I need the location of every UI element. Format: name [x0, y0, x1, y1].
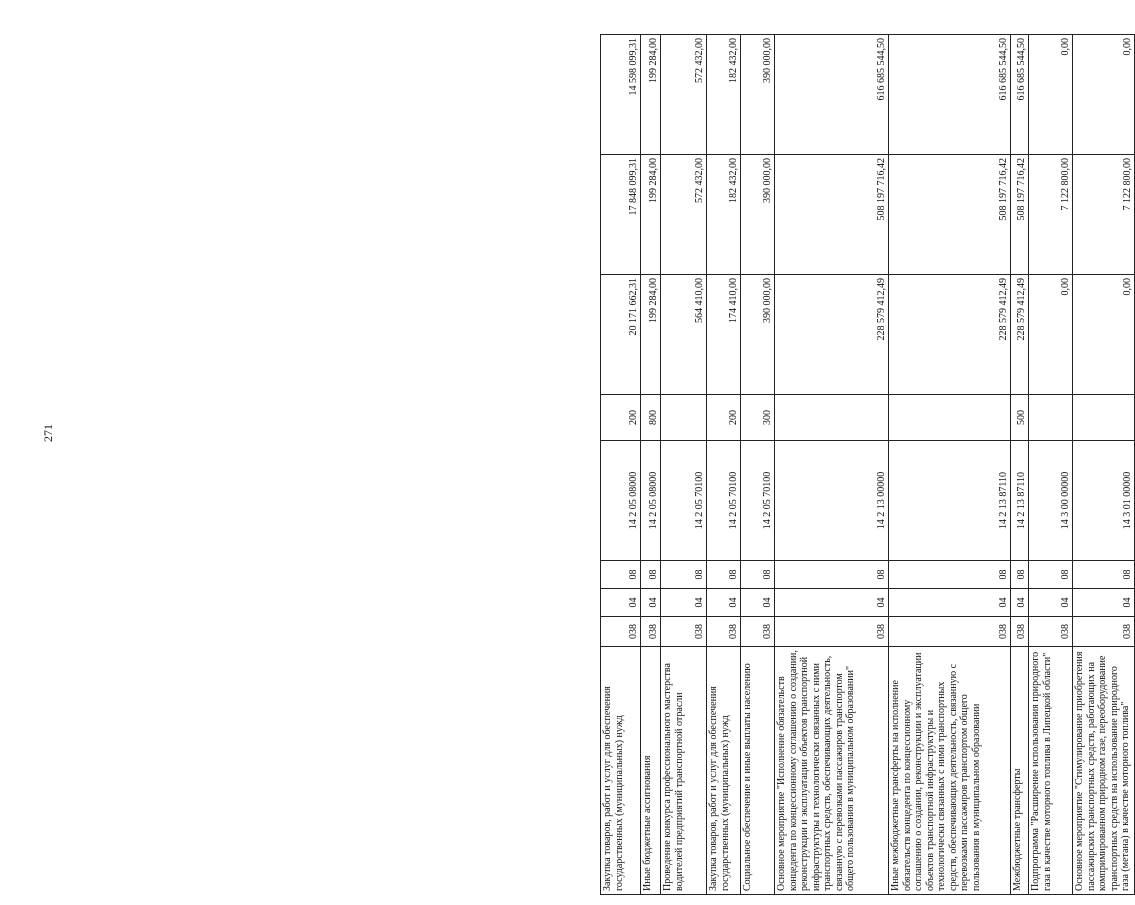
cell-value-1: 174 410,00: [707, 275, 741, 395]
cell-value-2: 508 197 716,42: [1011, 155, 1029, 275]
cell-target-article: 14 2 13 00000: [775, 441, 889, 561]
cell-section: 04: [775, 589, 889, 617]
cell-ministry: 038: [1011, 617, 1029, 647]
row-name: Иные бюджетные ассигнования: [641, 647, 661, 895]
row-name: Социальное обеспечение и иные выплаты населению: [741, 647, 775, 895]
cell-section: 04: [889, 589, 1011, 617]
cell-value-2: 182 432,00: [707, 155, 741, 275]
cell-ministry: 038: [741, 617, 775, 647]
table-row: [889, 35, 1011, 895]
cell-target-article: 14 2 05 08000: [601, 441, 641, 561]
cell-section: 04: [707, 589, 741, 617]
cell-value-3: 616 685 544,50: [889, 35, 1011, 155]
cell-value-1: 228 579 412,49: [889, 275, 1011, 395]
cell-value-3: 390 000,00: [741, 35, 775, 155]
cell-section: 04: [1011, 589, 1029, 617]
cell-subsection: 08: [741, 561, 775, 589]
table-row: [741, 35, 775, 895]
row-name: Подпрограмма "Расширение использования природного газа в качестве моторного топлива в Липецкой области": [1029, 647, 1073, 895]
row-name: Закупка товаров, работ и услуг для обеспечения государственных (муниципальных) нужд: [601, 647, 641, 895]
row-name: Закупка товаров, работ и услуг для обеспечения государственных (муниципальных) нужд: [707, 647, 741, 895]
cell-expense-type: 300: [741, 395, 775, 441]
cell-subsection: 08: [1011, 561, 1029, 589]
cell-value-3: 199 284,00: [641, 35, 661, 155]
cell-ministry: 038: [775, 617, 889, 647]
row-name: Межбюджетные трансферты: [1011, 647, 1029, 895]
cell-section: 04: [1073, 589, 1135, 617]
cell-ministry: 038: [889, 617, 1011, 647]
cell-value-1: 199 284,00: [641, 275, 661, 395]
cell-value-2: 508 197 716,42: [889, 155, 1011, 275]
cell-ministry: 038: [601, 617, 641, 647]
table-row: [775, 35, 889, 895]
page-number: 271: [41, 424, 55, 442]
cell-expense-type: [775, 395, 889, 441]
cell-target-article: 14 2 13 87110: [889, 441, 1011, 561]
cell-section: 04: [661, 589, 707, 617]
cell-expense-type: [889, 395, 1011, 441]
table-row: [707, 35, 741, 895]
table-row: [601, 35, 641, 895]
cell-target-article: 14 2 05 08000: [641, 441, 661, 561]
table-row: [1011, 35, 1029, 895]
cell-expense-type: 200: [601, 395, 641, 441]
cell-value-1: 228 579 412,49: [775, 275, 889, 395]
cell-subsection: 08: [641, 561, 661, 589]
cell-section: 04: [641, 589, 661, 617]
row-name: Проведение конкурса профессионального мастерства водителей предприятий транспортной отрасли: [661, 647, 707, 895]
cell-target-article: 14 2 05 70100: [741, 441, 775, 561]
cell-value-2: 17 848 099,31: [601, 155, 641, 275]
cell-target-article: 14 2 13 87110: [1011, 441, 1029, 561]
cell-value-3: 0,00: [1073, 35, 1135, 155]
cell-target-article: 14 3 01 00000: [1073, 441, 1135, 561]
cell-subsection: 08: [1073, 561, 1135, 589]
table-body: [601, 35, 1135, 895]
cell-expense-type: [661, 395, 707, 441]
table-row: [641, 35, 661, 895]
cell-section: 04: [601, 589, 641, 617]
cell-section: 04: [1029, 589, 1073, 617]
cell-target-article: 14 3 00 00000: [1029, 441, 1073, 561]
budget-table: [600, 34, 1135, 895]
cell-ministry: 038: [1029, 617, 1073, 647]
cell-ministry: 038: [1073, 617, 1135, 647]
cell-value-3: 14 598 099,31: [601, 35, 641, 155]
row-name: Иные межбюджетные трансферты на исполнение обязательств концедента по концессионному соглашению о создании, реконструкции и эксплуатации объектов транспортной инфраструктуры и технологически связанных с ними транспортных средств, обеспечивающих деятельность, связанную с перевозками пассажиров транспортом общего пользования в муниципальном образовании: [889, 647, 1011, 895]
cell-value-2: 7 122 800,00: [1073, 155, 1135, 275]
cell-expense-type: 500: [1011, 395, 1029, 441]
cell-expense-type: 200: [707, 395, 741, 441]
cell-expense-type: [1073, 395, 1135, 441]
cell-value-1: 20 171 662,31: [601, 275, 641, 395]
table-row: [1029, 35, 1073, 895]
cell-target-article: 14 2 05 70100: [707, 441, 741, 561]
row-name: Основное мероприятие "Стимулирование приобретения пассажирских транспортных средств, работающих на компримированном природном газе, переоборудование транспортных средств на использование природного газа (метана) в качестве моторного топлива": [1073, 647, 1135, 895]
cell-value-2: 508 197 716,42: [775, 155, 889, 275]
cell-subsection: 08: [775, 561, 889, 589]
cell-value-1: 228 579 412,49: [1011, 275, 1029, 395]
cell-value-2: 572 432,00: [661, 155, 707, 275]
cell-value-3: 572 432,00: [661, 35, 707, 155]
row-name: Основное мероприятие "Исполнение обязательств концедента по концессионному соглашению о создании, реконструкции и эксплуатации объектов транспортной инфраструктуры и технологически связанных с ними транспортных средств, обеспечивающих деятельность, связанную с перевозками пассажиров транспортом общего пользования в муниципальном образовании": [775, 647, 889, 895]
cell-subsection: 08: [661, 561, 707, 589]
cell-subsection: 08: [1029, 561, 1073, 589]
cell-value-2: 390 000,00: [741, 155, 775, 275]
cell-value-1: 564 410,00: [661, 275, 707, 395]
cell-subsection: 08: [889, 561, 1011, 589]
cell-ministry: 038: [641, 617, 661, 647]
budget-table-container: [600, 35, 1132, 895]
cell-value-3: 616 685 544,50: [775, 35, 889, 155]
cell-value-2: 7 122 800,00: [1029, 155, 1073, 275]
table-row: [1073, 35, 1135, 895]
cell-value-1: 390 000,00: [741, 275, 775, 395]
cell-value-3: 182 432,00: [707, 35, 741, 155]
cell-section: 04: [741, 589, 775, 617]
cell-subsection: 08: [707, 561, 741, 589]
cell-value-3: 0,00: [1029, 35, 1073, 155]
cell-ministry: 038: [707, 617, 741, 647]
cell-expense-type: [1029, 395, 1073, 441]
cell-value-2: 199 284,00: [641, 155, 661, 275]
table-row: [661, 35, 707, 895]
cell-target-article: 14 2 05 70100: [661, 441, 707, 561]
cell-ministry: 038: [661, 617, 707, 647]
cell-subsection: 08: [601, 561, 641, 589]
cell-value-1: 0,00: [1029, 275, 1073, 395]
cell-expense-type: 800: [641, 395, 661, 441]
cell-value-1: 0,00: [1073, 275, 1135, 395]
cell-value-3: 616 685 544,50: [1011, 35, 1029, 155]
